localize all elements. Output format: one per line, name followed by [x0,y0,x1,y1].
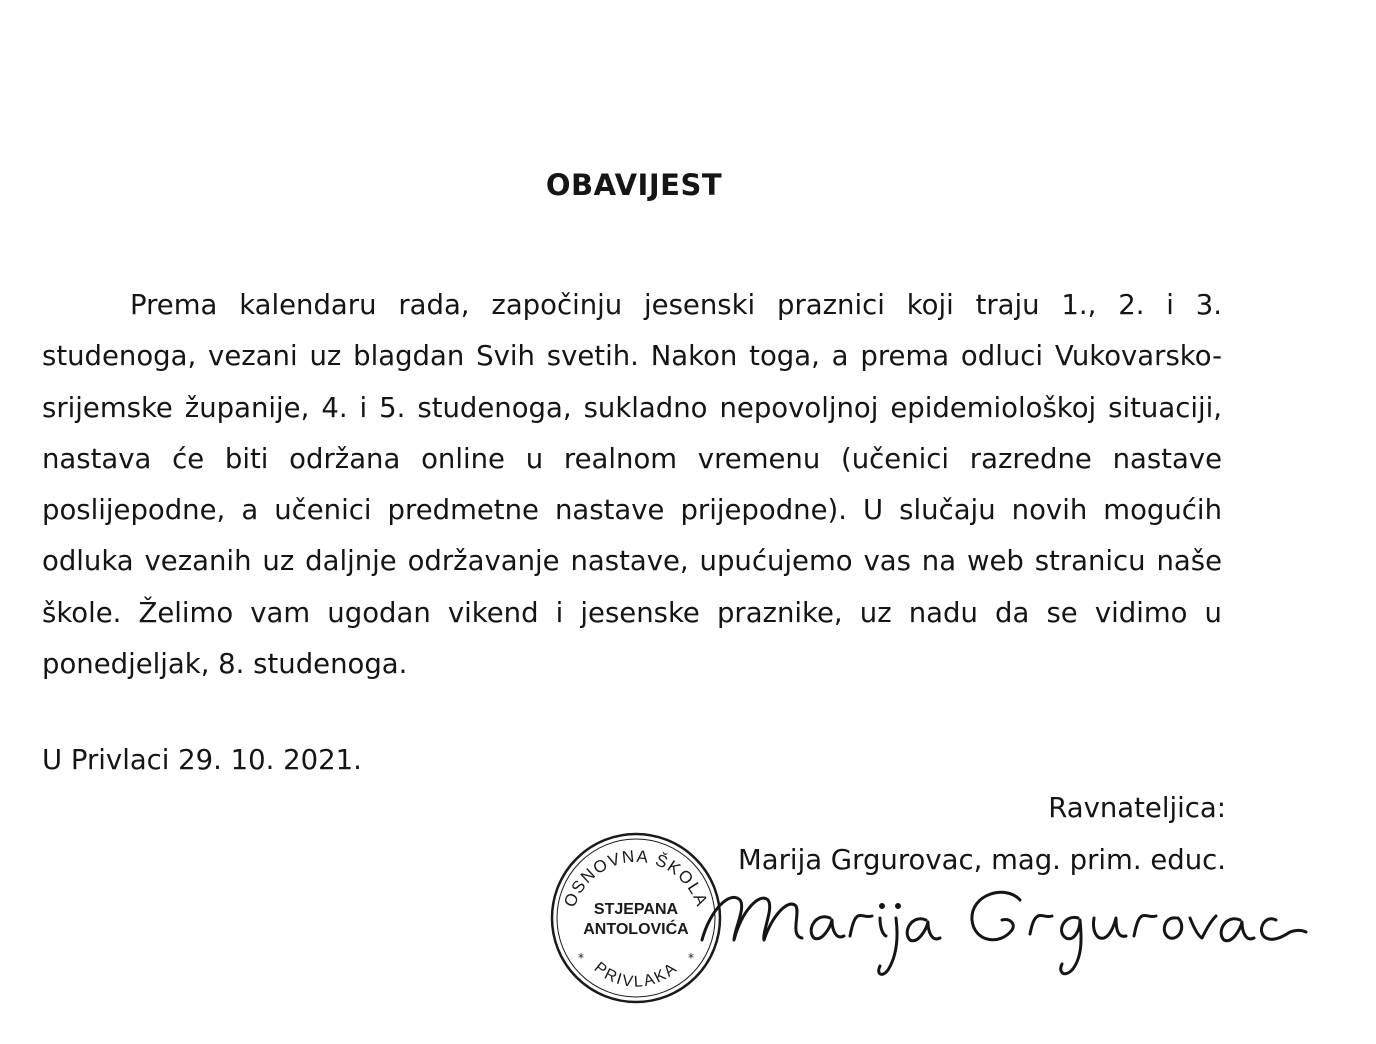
stamp-star-left-icon: * [578,951,584,965]
stamp-line-1: STJEPANA [593,901,679,918]
document-body: Prema kalendaru rada, započinju jesenski praznici koji traju 1., 2. i 3. studenoga, vezani uz blagdan Svih svetih. Nakon toga, a prema odluci Vukovarsko-srijemske županije, 4. i 5. studenoga, sukladno nepovoljnoj epidemiološkoj situaciji, nastava će biti održana online u realnom vremenu (učenici razredne nastave poslijepodne, a učenici predmetne nastave prijepodne). U slučaju novih mogućih odluka vezanih uz daljnje održavanje nastave, upućujemo vas na web stranicu naše škole. Želimo vam ugodan vikend i jesenske praznike, uz nadu da se vidimo u ponedjeljak, 8. studenoga. [42,289,1222,681]
signatory-name: Marija Grgurovac, mag. prim. educ. [738,844,1226,876]
stamp-bottom-text: PRIVLAKA [590,959,682,991]
signatory-title: Ravnateljica: [1048,792,1226,824]
stamp-star-right-icon: * [688,951,694,965]
stamp-line-2: ANTOLOVIĆA [583,921,689,938]
stamp-top-text: OSNOVNA ŠKOLA [560,846,712,910]
handwritten-signature [690,870,1310,990]
place-date: U Privlaci 29. 10. 2021. [42,744,362,776]
document-title: OBAVIJEST [545,168,723,202]
